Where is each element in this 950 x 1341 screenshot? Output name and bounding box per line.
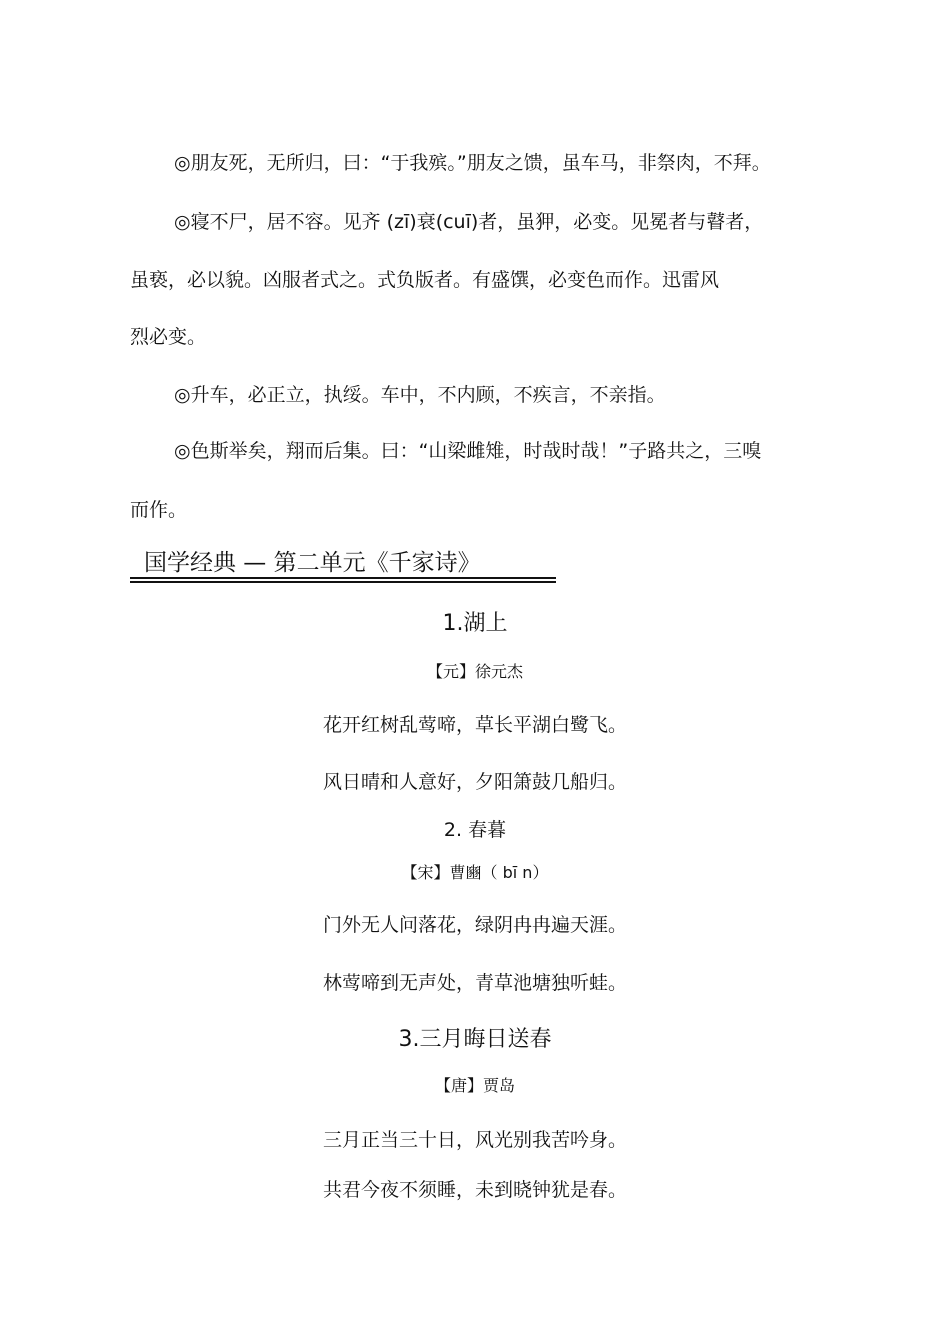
section-title: 国学经典 — 第二单元《千家诗》 (144, 550, 481, 576)
poem-1-line-2: 风日晴和人意好，夕阳箫鼓几船归。 (322, 771, 627, 793)
poem-3-author: 【唐】贾岛 (434, 1076, 515, 1095)
heading-underline-bottom (130, 581, 556, 583)
poem-1-line-1: 花开红树乱莺啼，草长平湖白鹭飞。 (322, 714, 627, 736)
poem-2-line-1: 门外无人问落花，绿阴冉冉遍天涯。 (322, 914, 627, 936)
poem-3-title: 3.三月晦日送春 (398, 1027, 552, 1052)
heading-underline-top (130, 577, 556, 579)
analects-line-2: ◎寝不尸，居不容。见齐 (zī)衰(cuī)者，虽狎，必变。见冕者与瞽者， (174, 211, 764, 233)
analects-line-1: ◎朋友死，无所归，曰：“于我殡。”朋友之馈，虽车马，非祭肉，不拜。 (174, 152, 771, 174)
analects-line-3: 虽亵，必以貌。凶服者式之。式负版者。有盛馔，必变色而作。迅雷风 (130, 269, 720, 291)
poem-3-line-2: 共君今夜不须睡，未到晓钟犹是春。 (322, 1179, 627, 1201)
poem-1-author: 【元】徐元杰 (426, 662, 523, 681)
analects-line-7: 而作。 (130, 499, 188, 521)
analects-line-5: ◎升车，必正立，执绥。车中，不内顾，不疾言，不亲指。 (174, 384, 666, 406)
section-heading (130, 546, 556, 586)
analects-line-6: ◎色斯举矣，翔而后集。曰：“山梁雌雉，时哉时哉！”子路共之，三嗅 (174, 440, 762, 462)
poem-2-author: 【宋】曹豳（ bī n） (401, 863, 549, 882)
poem-3-line-1: 三月正当三十日，风光别我苦吟身。 (322, 1129, 627, 1151)
poem-2-title: 2. 春暮 (443, 819, 507, 841)
poem-1-title: 1.湖上 (442, 611, 508, 636)
poem-2-line-2: 林莺啼到无声处，青草池塘独听蛙。 (322, 972, 627, 994)
analects-line-4: 烈必变。 (130, 326, 207, 348)
